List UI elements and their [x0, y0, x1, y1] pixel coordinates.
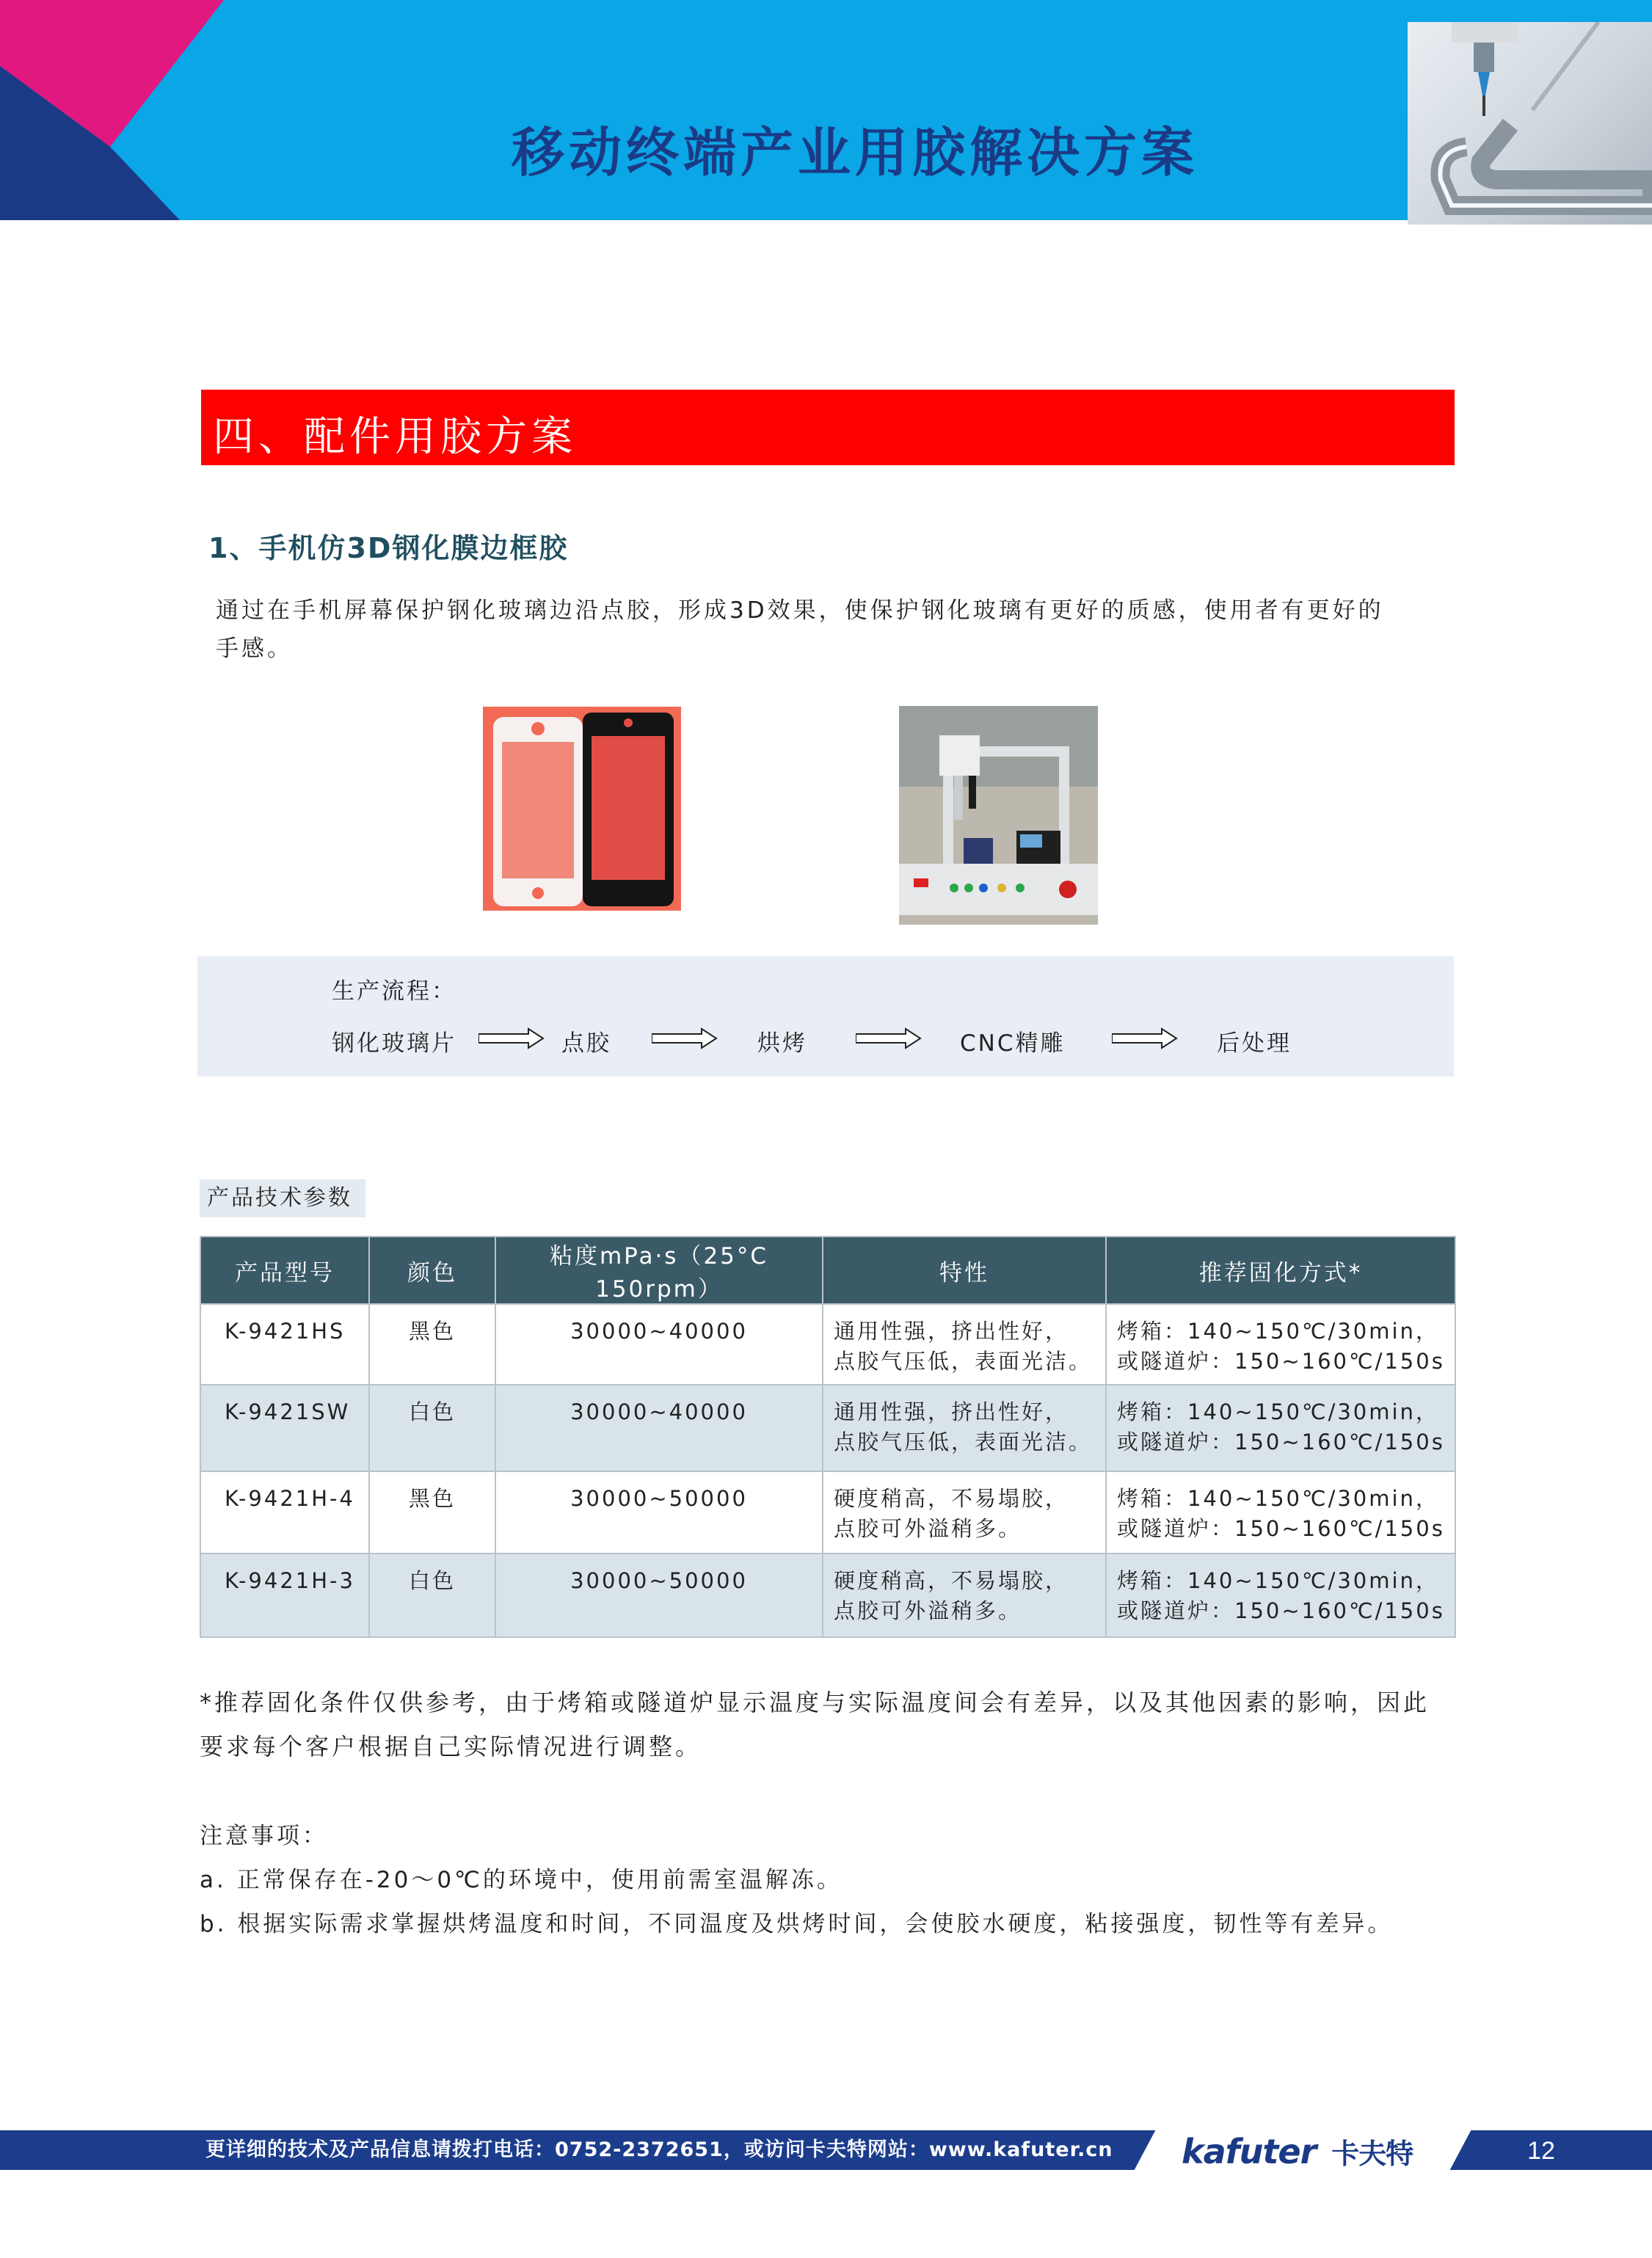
- cure-line: 或隧道炉：150~160℃/150s: [1117, 1516, 1445, 1541]
- cell-viscosity: 30000~40000: [495, 1385, 823, 1471]
- cautions-title: 注意事项：: [200, 1823, 328, 1849]
- header-color: 颜色: [369, 1237, 495, 1304]
- kafuter-logo: [1182, 2131, 1413, 2171]
- cell-viscosity: 30000~50000: [495, 1471, 823, 1554]
- arrow-right-icon: [856, 1027, 922, 1049]
- footer-contact-text: 更详细的技术及产品信息请拨打电话：0752-2372651，或访问卡夫特网站：www.kafuter.cn: [205, 2138, 1113, 2161]
- cure-line: 或隧道炉：150~160℃/150s: [1117, 1349, 1445, 1374]
- logo-en: kafuter: [1182, 2132, 1317, 2171]
- feature-line: 硬度稍高，不易塌胶，: [834, 1568, 1069, 1593]
- cell-model: K-9421H-3: [200, 1554, 369, 1637]
- params-label: 产品技术参数: [200, 1179, 365, 1217]
- cure-line: 烤箱：140~150℃/30min，: [1117, 1319, 1439, 1344]
- table-row: [200, 1471, 1455, 1554]
- dispensing-machine-photo: [899, 706, 1098, 925]
- cell-viscosity: 30000~40000: [495, 1304, 823, 1385]
- cell-cure: [1106, 1554, 1455, 1637]
- table-row: [200, 1304, 1455, 1385]
- cell-color: 白色: [369, 1385, 495, 1471]
- caution-a: a. 正常保存在-20～0℃的环境中，使用前需室温解冻。: [200, 1867, 843, 1893]
- header-cure: 推荐固化方式*: [1106, 1237, 1455, 1304]
- tempered-glass-photo: [483, 707, 681, 911]
- feature-line: 通用性强，挤出性好，: [834, 1319, 1069, 1344]
- spec-table: [200, 1236, 1456, 1638]
- caution-b: b. 根据实际需求掌握烘烤温度和时间，不同温度及烘烤时间，会使胶水硬度，粘接强度，韧性等有差异。: [200, 1911, 1394, 1937]
- feature-line: 点胶可外溢稍多。: [834, 1598, 1022, 1623]
- table-row: [200, 1385, 1455, 1471]
- cure-line: 或隧道炉：150~160℃/150s: [1117, 1430, 1445, 1454]
- note-line-2: 要求每个客户根据自己实际情况进行调整。: [200, 1733, 702, 1760]
- process-step-4: CNC精雕: [960, 1030, 1066, 1057]
- process-step-3: 烘烤: [757, 1030, 807, 1057]
- logo-cn: 卡夫特: [1331, 2138, 1413, 2170]
- cell-cure: [1106, 1385, 1455, 1471]
- header-viscosity: 粘度mPa·s（25°C 150rpm）: [495, 1237, 823, 1304]
- header-feature: 特性: [823, 1237, 1106, 1304]
- note-line-1: *推荐固化条件仅供参考，由于烤箱或隧道炉显示温度与实际温度间会有差异，以及其他因素的影响，因此: [200, 1689, 1430, 1716]
- cell-color: 黑色: [369, 1471, 495, 1554]
- table-row: [200, 1554, 1455, 1637]
- process-label: 生产流程：: [332, 978, 456, 1005]
- arrow-right-icon: [1112, 1027, 1178, 1049]
- process-step-1: 钢化玻璃片: [332, 1030, 456, 1057]
- cell-cure: [1106, 1471, 1455, 1554]
- table-header-row: [200, 1237, 1455, 1304]
- header-model: 产品型号: [200, 1237, 369, 1304]
- cell-viscosity: 30000~50000: [495, 1554, 823, 1637]
- cure-line: 或隧道炉：150~160℃/150s: [1117, 1598, 1445, 1623]
- feature-line: 通用性强，挤出性好，: [834, 1399, 1069, 1424]
- cell-model: K-9421HS: [200, 1304, 369, 1385]
- cell-model: K-9421H-4: [200, 1471, 369, 1554]
- cell-cure: [1106, 1304, 1455, 1385]
- cure-line: 烤箱：140~150℃/30min，: [1117, 1399, 1439, 1424]
- cell-feature: [823, 1471, 1106, 1554]
- feature-line: 点胶气压低，表面光洁。: [834, 1430, 1093, 1454]
- cell-color: 白色: [369, 1554, 495, 1637]
- arrow-right-icon: [479, 1027, 545, 1049]
- description-line-1: 通过在手机屏幕保护钢化玻璃边沿点胶，形成3D效果，使保护钢化玻璃有更好的质感，使用者有更好的: [216, 597, 1384, 624]
- feature-line: 点胶气压低，表面光洁。: [834, 1349, 1093, 1374]
- feature-line: 点胶可外溢稍多。: [834, 1516, 1022, 1541]
- header-title: 移动终端产业用胶解决方案: [511, 122, 1198, 183]
- cell-feature: [823, 1385, 1106, 1471]
- cell-feature: [823, 1304, 1106, 1385]
- subsection-title: 1、手机仿3D钢化膜边框胶: [208, 532, 569, 564]
- process-step-5: 后处理: [1217, 1030, 1292, 1057]
- feature-line: 硬度稍高，不易塌胶，: [834, 1486, 1069, 1511]
- cure-line: 烤箱：140~150℃/30min，: [1117, 1486, 1439, 1511]
- cell-color: 黑色: [369, 1304, 495, 1385]
- header-dispensing-photo: [1408, 22, 1652, 225]
- cell-model: K-9421SW: [200, 1385, 369, 1471]
- cell-feature: [823, 1554, 1106, 1637]
- process-step-2: 点胶: [561, 1030, 611, 1057]
- cure-line: 烤箱：140~150℃/30min，: [1117, 1568, 1439, 1593]
- description-line-2: 手感。: [216, 635, 293, 662]
- page-number: 12: [1527, 2137, 1555, 2165]
- arrow-right-icon: [652, 1027, 718, 1049]
- section-title: 四、配件用胶方案: [213, 413, 577, 461]
